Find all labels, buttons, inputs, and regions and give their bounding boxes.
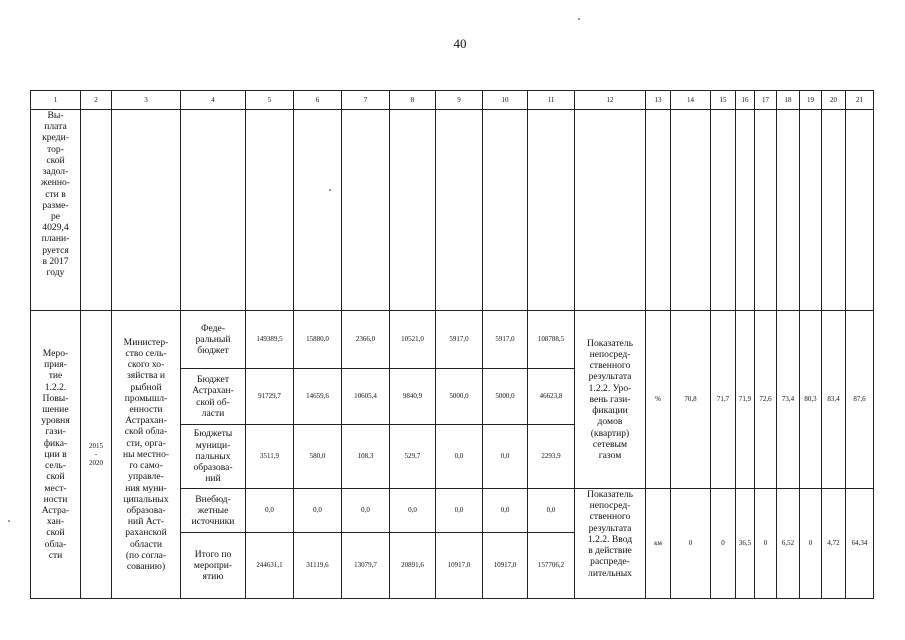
indicator-value: 87,6 bbox=[846, 311, 874, 489]
value-cell: 580,0 bbox=[294, 425, 342, 489]
indicator-value: 80,3 bbox=[800, 311, 822, 489]
empty-cell bbox=[646, 110, 671, 311]
indicator-value: 83,4 bbox=[822, 311, 846, 489]
header-cell: 2 bbox=[81, 91, 112, 110]
header-cell: 18 bbox=[777, 91, 800, 110]
indicator-value: 0 bbox=[671, 489, 711, 599]
indicator-value: 6,52 bbox=[777, 489, 800, 599]
indicator-name: Показатель непосред- ственного результата 1.2.2. Уро- вень гази- фикации домов (квартир) сетевым газом bbox=[575, 311, 646, 489]
empty-cell bbox=[671, 110, 711, 311]
value-cell: 15880,0 bbox=[294, 311, 342, 369]
empty-cell bbox=[736, 110, 755, 311]
header-cell: 8 bbox=[390, 91, 436, 110]
empty-cell bbox=[112, 110, 181, 311]
header-cell: 6 bbox=[294, 91, 342, 110]
header-cell: 9 bbox=[436, 91, 483, 110]
activity-period: 2015 - 2020 bbox=[81, 311, 112, 599]
empty-cell bbox=[575, 110, 646, 311]
empty-cell bbox=[822, 110, 846, 311]
empty-cell bbox=[528, 110, 575, 311]
value-cell: 0,0 bbox=[390, 489, 436, 533]
header-cell: 11 bbox=[528, 91, 575, 110]
value-cell: 157706,2 bbox=[528, 533, 575, 599]
indicator-value: 0 bbox=[800, 489, 822, 599]
empty-cell bbox=[246, 110, 294, 311]
value-cell: 0,0 bbox=[483, 425, 528, 489]
indicator-value: 73,4 bbox=[777, 311, 800, 489]
value-cell: 10917,0 bbox=[436, 533, 483, 599]
value-cell: 46623,8 bbox=[528, 369, 575, 425]
indicator-unit: % bbox=[646, 311, 671, 489]
source-name: Бюджеты муници- пальных образова- ний bbox=[181, 425, 246, 489]
header-cell: 1 bbox=[31, 91, 81, 110]
indicator-value: 72,6 bbox=[755, 311, 777, 489]
scan-speck bbox=[8, 520, 10, 522]
header-cell: 17 bbox=[755, 91, 777, 110]
empty-cell bbox=[483, 110, 528, 311]
header-cell: 7 bbox=[342, 91, 390, 110]
value-cell: 5917,0 bbox=[483, 311, 528, 369]
value-cell: 149389,5 bbox=[246, 311, 294, 369]
value-cell: 0,0 bbox=[342, 489, 390, 533]
value-cell: 0,0 bbox=[528, 489, 575, 533]
value-cell: 5917,0 bbox=[436, 311, 483, 369]
value-cell: 0,0 bbox=[246, 489, 294, 533]
header-cell: 4 bbox=[181, 91, 246, 110]
source-name: Итого по меропри- ятию bbox=[181, 533, 246, 599]
source-row-federal bbox=[31, 311, 874, 369]
empty-cell bbox=[294, 110, 342, 311]
indicator-value: 0 bbox=[711, 489, 736, 599]
scan-speck bbox=[578, 18, 580, 20]
header-cell: 21 bbox=[846, 91, 874, 110]
value-cell: 9840,9 bbox=[390, 369, 436, 425]
empty-cell bbox=[800, 110, 822, 311]
empty-cell bbox=[777, 110, 800, 311]
value-cell: 5000,0 bbox=[436, 369, 483, 425]
value-cell: 31119,6 bbox=[294, 533, 342, 599]
value-cell: 529,7 bbox=[390, 425, 436, 489]
header-cell: 14 bbox=[671, 91, 711, 110]
header-cell: 5 bbox=[246, 91, 294, 110]
value-cell: 91729,7 bbox=[246, 369, 294, 425]
value-cell: 10605,4 bbox=[342, 369, 390, 425]
header-cell: 20 bbox=[822, 91, 846, 110]
note-row bbox=[31, 110, 874, 311]
empty-cell bbox=[846, 110, 874, 311]
value-cell: 108788,5 bbox=[528, 311, 575, 369]
empty-cell bbox=[181, 110, 246, 311]
activity-executor: Министер- ство сель- ского хо- зяйства и рыбной промышл- енности Астрахан- ской обла- сти, орга- ны местно- го само- управле- ния муни- ципальных образова- ний Аст- раханской области (по согла- сованию) bbox=[112, 311, 181, 599]
value-cell: 5000,0 bbox=[483, 369, 528, 425]
value-cell: 2293,9 bbox=[528, 425, 575, 489]
value-cell: 10521,0 bbox=[390, 311, 436, 369]
value-cell: 14659,6 bbox=[294, 369, 342, 425]
empty-cell bbox=[711, 110, 736, 311]
program-activities-table bbox=[30, 90, 874, 599]
source-name: Внебюд- жетные источники bbox=[181, 489, 246, 533]
indicator-name: Показатель непосред- ственного результата 1.2.2. Ввод в действие распреде- лительных bbox=[575, 489, 646, 599]
value-cell: 108,3 bbox=[342, 425, 390, 489]
empty-cell bbox=[390, 110, 436, 311]
value-cell: 0,0 bbox=[436, 425, 483, 489]
indicator-value: 71,7 bbox=[711, 311, 736, 489]
value-cell: 0,0 bbox=[483, 489, 528, 533]
value-cell: 244631,1 bbox=[246, 533, 294, 599]
header-cell: 13 bbox=[646, 91, 671, 110]
value-cell: 10917,0 bbox=[483, 533, 528, 599]
header-cell: 10 bbox=[483, 91, 528, 110]
indicator-unit: км bbox=[646, 489, 671, 599]
header-cell: 3 bbox=[112, 91, 181, 110]
value-cell: 20891,6 bbox=[390, 533, 436, 599]
header-cell: 16 bbox=[736, 91, 755, 110]
header-row bbox=[31, 91, 874, 110]
empty-cell bbox=[436, 110, 483, 311]
value-cell: 0,0 bbox=[436, 489, 483, 533]
value-cell: 0,0 bbox=[294, 489, 342, 533]
value-cell: 3511,9 bbox=[246, 425, 294, 489]
scan-speck bbox=[329, 189, 331, 191]
empty-cell bbox=[81, 110, 112, 311]
empty-cell bbox=[342, 110, 390, 311]
page-number: 40 bbox=[453, 36, 467, 51]
value-cell: 2366,0 bbox=[342, 311, 390, 369]
indicator-value: 4,72 bbox=[822, 489, 846, 599]
header-cell: 19 bbox=[800, 91, 822, 110]
activity-name: Меро- прия- тие 1.2.2. Повы- шение уровня гази- фика- ции в сель- ской мест- ности Астра- хан- ской обла- сти bbox=[31, 311, 81, 599]
value-cell: 13079,7 bbox=[342, 533, 390, 599]
header-cell: 15 bbox=[711, 91, 736, 110]
source-name: Феде- ральный бюджет bbox=[181, 311, 246, 369]
indicator-value: 70,8 bbox=[671, 311, 711, 489]
indicator-value: 0 bbox=[755, 489, 777, 599]
indicator-value: 36,5 bbox=[736, 489, 755, 599]
empty-cell bbox=[755, 110, 777, 311]
indicator-value: 71,9 bbox=[736, 311, 755, 489]
header-cell: 12 bbox=[575, 91, 646, 110]
source-name: Бюджет Астрахан- ской об- ласти bbox=[181, 369, 246, 425]
indicator-value: 64,34 bbox=[846, 489, 874, 599]
repayment-note: Вы- плата креди- тор- ской задол- женно- сти в разме- ре 4029,4 плани- руется в 2017 году bbox=[31, 110, 81, 311]
